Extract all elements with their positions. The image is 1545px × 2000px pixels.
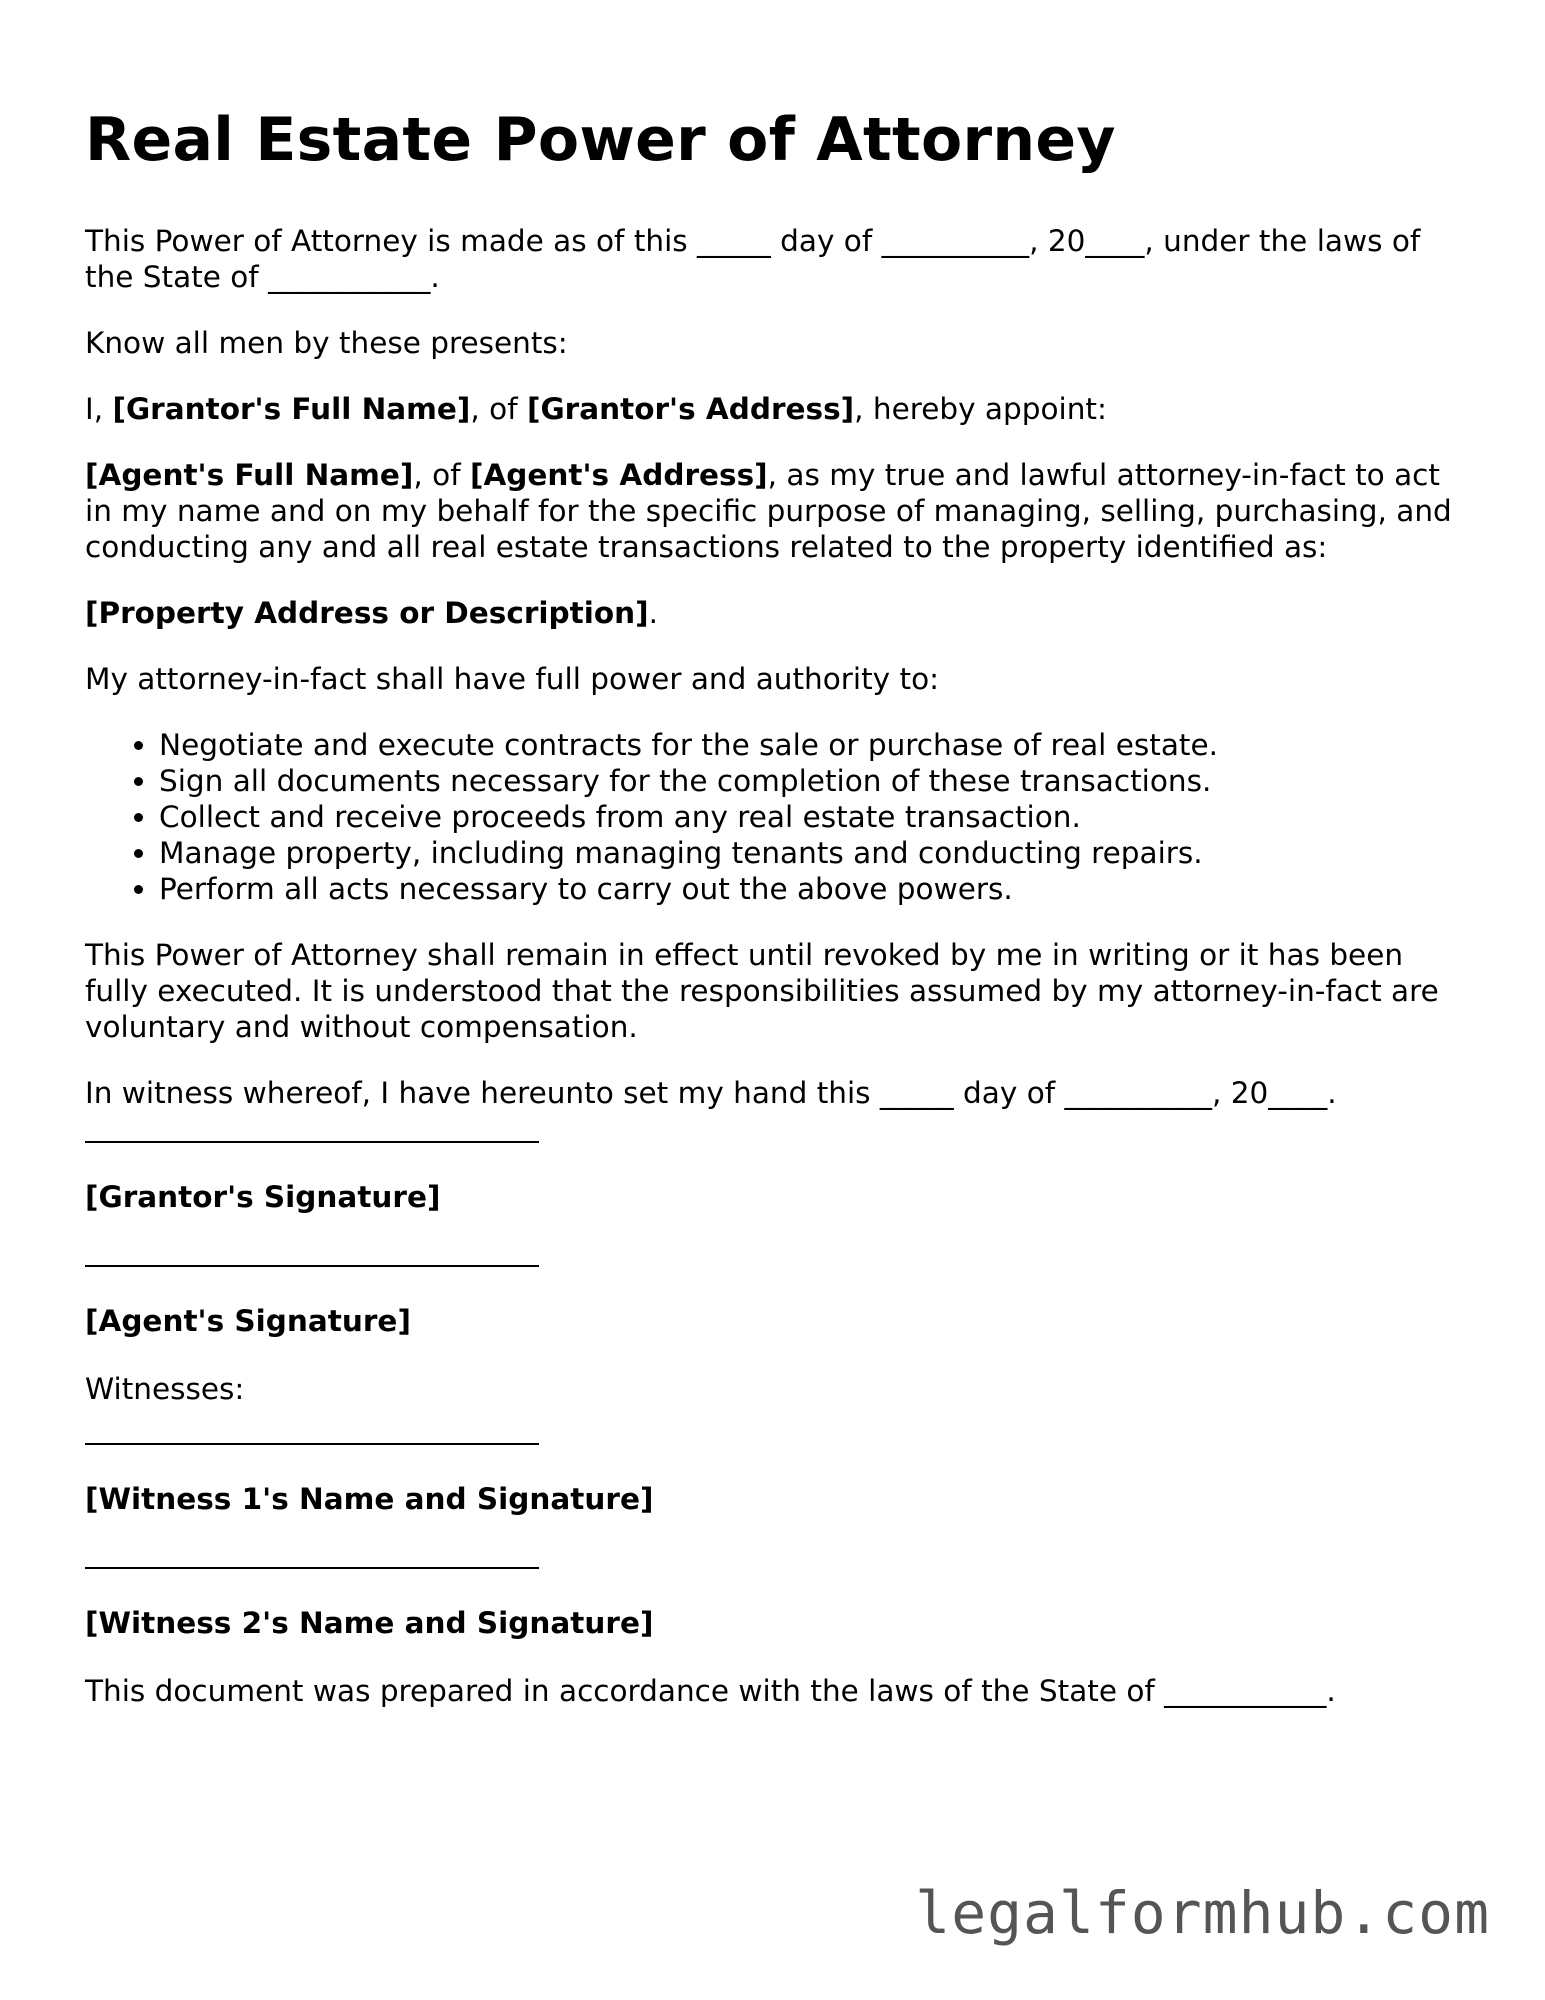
powers-list	[85, 727, 1460, 907]
agent-mid: , of	[413, 458, 470, 492]
signature-block	[85, 1141, 1460, 1641]
agent-name-placeholder: [Agent's Full Name]	[85, 458, 414, 492]
list-item: • Sign all documents necessary for the completion of these transactions.	[159, 763, 1460, 799]
list-item: • Collect and receive proceeds from any real estate transaction.	[159, 799, 1460, 835]
appointment-paragraph	[85, 391, 1460, 427]
grantor-signature-label: [Grantor's Signature]	[85, 1180, 441, 1214]
witness-clause: In witness whereof, I have hereunto set my hand this _____ day of __________, 20____.	[85, 1076, 1337, 1110]
know-all-paragraph: Know all men by these presents:	[85, 326, 568, 360]
list-item: • Perform all acts necessary to carry out the above powers.	[159, 871, 1460, 907]
agent-purpose-text: , as my true and lawful attorney-in-fact to act in my name and on my behalf for the specific purpose of managing, selling, purchasing, and conducting any and all real estate transactions related to the property identified as:	[85, 458, 1452, 564]
grantor-address-placeholder: [Grantor's Address]	[526, 392, 855, 426]
property-paragraph	[85, 595, 1460, 631]
appointment-suffix: , hereby appoint:	[854, 392, 1107, 426]
appointment-mid: , of	[470, 392, 527, 426]
witness-1-signature-line	[85, 1443, 539, 1445]
legalformhub-logo: legalformhub.com	[915, 1879, 1490, 1947]
agent-signature-line	[85, 1265, 539, 1267]
agent-paragraph	[85, 457, 1460, 565]
witness-2-signature-label: [Witness 2's Name and Signature]	[85, 1606, 654, 1640]
agent-signature-label: [Agent's Signature]	[85, 1304, 411, 1338]
intro-paragraph: This Power of Attorney is made as of this _____ day of __________, 20____, under the laws of the State of ___________.	[85, 224, 1421, 294]
duration-paragraph: This Power of Attorney shall remain in effect until revoked by me in writing or it has been fully executed. It is understood that the responsibilities assumed by my attorney-in-fact are voluntary and without compensation.	[85, 938, 1439, 1044]
property-suffix: .	[648, 596, 658, 630]
appointment-prefix: I,	[85, 392, 113, 426]
grantor-signature-line	[85, 1141, 539, 1143]
witness-1-signature-label: [Witness 1's Name and Signature]	[85, 1482, 654, 1516]
witnesses-label: Witnesses:	[85, 1372, 245, 1406]
closing-paragraph: This document was prepared in accordance with the laws of the State of ___________.	[85, 1674, 1336, 1708]
agent-address-placeholder: [Agent's Address]	[469, 458, 768, 492]
list-item: • Negotiate and execute contracts for the sale or purchase of real estate.	[159, 727, 1460, 763]
page-title: Real Estate Power of Attorney	[85, 105, 1116, 175]
powers-intro: My attorney-in-fact shall have full power and authority to:	[85, 662, 940, 696]
witness-2-signature-line	[85, 1567, 539, 1569]
list-item: • Manage property, including managing tenants and conducting repairs.	[159, 835, 1460, 871]
grantor-name-placeholder: [Grantor's Full Name]	[112, 392, 471, 426]
property-placeholder: [Property Address or Description]	[85, 596, 649, 630]
document-page	[85, 100, 1460, 1739]
